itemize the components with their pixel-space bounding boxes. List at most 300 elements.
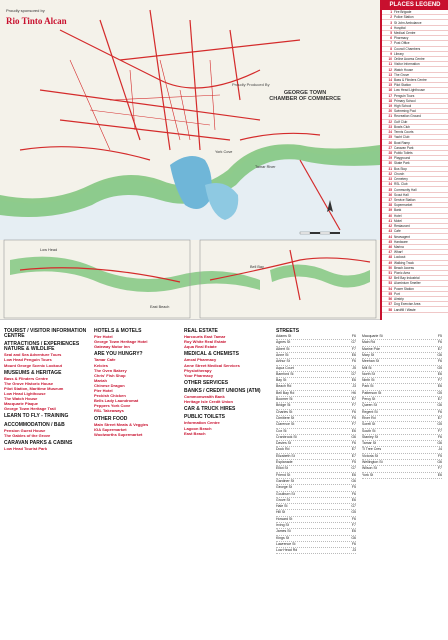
legend-name: Service Station xyxy=(394,197,416,202)
listing-name: Chinese Dragon xyxy=(94,382,125,388)
street-name: Grove St xyxy=(276,497,290,502)
listing-name: Pier Hotel xyxy=(94,334,113,340)
section-heading: REAL ESTATE xyxy=(184,328,218,334)
street-grid-ref: E6 xyxy=(351,428,356,433)
street-name: Wilson St xyxy=(362,466,377,471)
legend-name: Supermarket xyxy=(394,203,413,208)
street-name: Regent St xyxy=(362,409,378,414)
street-grid-ref: E6 xyxy=(351,497,356,502)
legend-number: 57 xyxy=(388,302,392,307)
street-grid-ref: G7 xyxy=(351,466,356,471)
legend-name: Visitor Information xyxy=(394,62,420,67)
street-name: Percy St xyxy=(362,397,376,402)
street-name: Albert St xyxy=(276,346,290,351)
section-heading: ARE YOU HUNGRY? xyxy=(94,351,143,358)
listing-name: Low Head Tourist Park xyxy=(4,445,48,451)
legend-number: 46 xyxy=(388,244,392,249)
legend-number: 55 xyxy=(388,291,392,296)
street-name: James St xyxy=(276,529,291,534)
street-name: Friend St xyxy=(276,472,291,477)
legend-number: 10 xyxy=(388,57,392,62)
chamber-line-1: GEORGE TOWN xyxy=(283,90,327,96)
legend-number: 38 xyxy=(388,203,392,208)
legend-name: St John Ambulance xyxy=(394,20,422,25)
legend-number: 34 xyxy=(388,182,392,187)
legend-name: Landfill / Waste xyxy=(394,307,416,312)
legend-number: 18 xyxy=(388,98,392,103)
legend-name: Playground xyxy=(394,156,411,161)
street-grid-ref: G6 xyxy=(437,403,442,408)
street-name: Beach Rd xyxy=(276,384,292,389)
street-grid-ref: E6 xyxy=(437,384,442,389)
legend-name: Marina xyxy=(394,244,404,249)
map-graphic[interactable] xyxy=(0,0,380,320)
legend-name: The Grove xyxy=(394,72,410,77)
legend-name: Lookout xyxy=(394,255,406,260)
street-grid-ref: G5 xyxy=(437,422,442,427)
listing-name: Gateway Motor Inn xyxy=(94,344,130,350)
section-heading: ACCOMMODATION / B&B xyxy=(4,421,65,428)
legend-number: 13 xyxy=(388,72,392,77)
street-grid-ref: F7 xyxy=(351,422,356,427)
legend-number: 42 xyxy=(388,224,392,229)
streets-list-a xyxy=(276,334,356,554)
legend-name: RSL Club xyxy=(394,182,408,187)
legend-name: Post Office xyxy=(394,41,410,46)
places-legend xyxy=(380,0,448,320)
street-grid-ref: F6 xyxy=(437,434,442,439)
street-grid-ref: F5 xyxy=(351,415,356,420)
street-grid-ref: E6 xyxy=(351,529,356,534)
listing-name: George Town Heritage Trail xyxy=(4,406,56,412)
street-name: Bay St xyxy=(276,378,287,383)
legend-number: 44 xyxy=(388,234,392,239)
street-name: Tamar St xyxy=(362,441,377,446)
legend-number: 29 xyxy=(388,156,392,161)
map-panel[interactable] xyxy=(0,0,380,320)
sponsor-credit: Proudly sponsored by xyxy=(6,8,45,13)
listing-name: Pension Guest House xyxy=(4,427,46,433)
section-heading: TOURIST / VISITOR INFORMATION CENTRE xyxy=(4,328,87,340)
listing-name: Amcal Pharmacy xyxy=(184,357,217,363)
listing-name: IGA Supermarket xyxy=(94,426,127,432)
legend-name: Bell Bay Industrial xyxy=(394,276,420,281)
section-heading: MEDICAL & CHEMISTS xyxy=(184,351,239,358)
street-name: Low Head Rd xyxy=(276,548,298,553)
street-grid-ref: F5 xyxy=(437,453,442,458)
street-name: Adams St xyxy=(276,334,292,339)
street-row xyxy=(362,473,442,479)
street-grid-ref: F7 xyxy=(351,523,356,527)
legend-name: Recreation Ground xyxy=(394,114,421,119)
street-name: Aqua Court xyxy=(276,365,294,370)
listing-name: Your Pharmacy xyxy=(184,372,214,378)
legend-name: Port xyxy=(394,291,400,296)
legend-name: Motel xyxy=(394,218,402,223)
directory-column-3 xyxy=(184,326,272,436)
legend-name: Swimming Pool xyxy=(394,109,416,114)
street-grid-ref: E7 xyxy=(437,397,442,402)
street-name: Mill St xyxy=(362,365,372,370)
legend-number: 7 xyxy=(390,41,392,46)
legend-number: 11 xyxy=(388,62,392,67)
street-name: Mary St xyxy=(362,352,375,357)
map-label-tamar: Tamar River xyxy=(255,165,276,169)
street-grid-ref: G7 xyxy=(351,504,356,509)
street-grid-ref: F6 xyxy=(351,334,356,339)
street-grid-ref: E6 xyxy=(351,472,356,477)
legend-number: 19 xyxy=(388,104,392,109)
chamber-line-2: CHAMBER OF COMMERCE xyxy=(269,96,341,102)
listing-name: East Beach xyxy=(184,430,206,436)
legend-number: 30 xyxy=(388,161,392,166)
legend-number: 28 xyxy=(388,151,392,156)
legend-number: 8 xyxy=(390,46,392,51)
legend-number: 1 xyxy=(390,10,392,15)
legend-number: 24 xyxy=(388,130,392,135)
street-name: Boomer St xyxy=(276,397,293,402)
street-name: Dock Rd xyxy=(276,447,290,452)
street-grid-ref: E6 xyxy=(437,371,442,376)
listing-name: Heritage Isle Credit Union xyxy=(184,399,233,405)
street-name: Marine Pde xyxy=(362,346,380,351)
section-heading: ATTRACTIONS / EXPERIENCES NATURE & WILDLIFE xyxy=(4,341,80,353)
street-grid-ref: J3 xyxy=(352,384,356,389)
legend-number: 22 xyxy=(388,119,392,124)
legend-name: Penguin Tours xyxy=(394,93,415,98)
street-grid-ref: G6 xyxy=(437,441,442,446)
legend-name: Bass & Flinders Centre xyxy=(394,77,427,82)
legend-name: Bus Stop xyxy=(394,166,407,171)
section-heading: BANKS / CREDIT UNIONS (ATM) xyxy=(184,387,261,394)
legend-name: Yacht Club xyxy=(394,135,410,140)
legend-number: 20 xyxy=(388,109,392,114)
section-heading: CAR & TRUCK HIRES xyxy=(184,406,236,413)
legend-name: Cemetery xyxy=(394,177,408,182)
street-grid-ref: F6 xyxy=(437,340,442,345)
legend-number: 9 xyxy=(390,51,392,56)
street-name: Goulburn St xyxy=(276,491,295,496)
street-grid-ref: E6 xyxy=(437,472,442,477)
legend-number: 48 xyxy=(388,255,392,260)
section-heading: LEARN TO FLY - TRAINING xyxy=(4,413,69,420)
legend-number: 47 xyxy=(388,250,392,255)
legend-number: 17 xyxy=(388,93,392,98)
legend-number: 16 xyxy=(388,88,392,93)
listing-name: Low Head Lighthouse xyxy=(4,391,46,397)
listing-name: Pier Hotel xyxy=(94,388,113,394)
legend-list xyxy=(382,10,448,313)
listing-name: Commonwealth Bank xyxy=(184,394,225,400)
section-heading: MUSEUMS & HERITAGE xyxy=(4,369,62,376)
chamber-title xyxy=(250,90,360,102)
legend-number: 50 xyxy=(388,265,392,270)
street-name: Irving St xyxy=(276,523,289,527)
legend-name: Bank xyxy=(394,208,402,213)
street-name: Cox St xyxy=(276,428,287,433)
street-name: Hill St xyxy=(276,510,286,515)
street-grid-ref: E6 xyxy=(351,378,356,383)
street-name: Agnes St xyxy=(276,340,291,345)
street-grid-ref: F6 xyxy=(437,409,442,414)
street-grid-ref: F6 xyxy=(351,491,356,496)
street-name: Sorell St xyxy=(362,422,376,427)
legend-name: Beach Access xyxy=(394,265,415,270)
street-grid-ref: F5 xyxy=(351,485,356,490)
listing-name: Seal and Sea Adventure Tours xyxy=(4,352,62,358)
listing-name: Information Centre xyxy=(184,420,220,426)
street-grid-ref: E7 xyxy=(351,447,356,452)
legend-name: Medical Centre xyxy=(394,30,416,35)
street-grid-ref: F6 xyxy=(351,541,356,546)
listing-name: Tamar Cafe xyxy=(94,357,116,363)
street-grid-ref: F6 xyxy=(351,441,356,446)
legend-name: Wharf xyxy=(394,250,403,255)
legend-number: 37 xyxy=(388,197,392,202)
street-grid-ref: D7 xyxy=(351,371,356,376)
legend-name: Cafe xyxy=(394,229,401,234)
legend-number: 35 xyxy=(388,187,392,192)
legend-name: Restaurant xyxy=(394,224,410,229)
legend-name: Hotel xyxy=(394,213,402,218)
listing-name: Aqua Real Estate xyxy=(184,344,217,350)
street-grid-ref: G6 xyxy=(437,460,442,465)
legend-name: Picnic Area xyxy=(394,271,410,276)
legend-number: 6 xyxy=(390,36,392,41)
listing-name: Mount George Scenic Lookout xyxy=(4,362,63,368)
legend-number: 33 xyxy=(388,177,392,182)
legend-item xyxy=(382,307,448,312)
street-name: Macquarie St xyxy=(362,334,383,339)
street-grid-ref: F7 xyxy=(351,346,356,351)
legend-number: 40 xyxy=(388,213,392,218)
street-name: Cimitiere St xyxy=(276,415,295,420)
legend-number: 56 xyxy=(388,297,392,302)
directory-column-2 xyxy=(94,326,182,437)
legend-number: 31 xyxy=(388,166,392,171)
street-grid-ref: F7 xyxy=(437,378,442,383)
listing-name: Low Head Penguin Tours xyxy=(4,357,52,363)
listing-name: Physiotherapy xyxy=(184,367,212,373)
street-name: Elliot St xyxy=(276,466,288,471)
legend-name: Hardware xyxy=(394,239,408,244)
listing-name: Harcourts East Tamar xyxy=(184,334,226,340)
legend-number: 2 xyxy=(390,15,392,20)
listing-name: Peppers York Cove xyxy=(94,403,131,409)
street-name: Bell Bay Rd xyxy=(276,390,295,395)
street-name: Anne St xyxy=(276,352,289,357)
listing-name: Peckish Chicken xyxy=(94,393,126,399)
streets-list-b xyxy=(362,334,442,479)
legend-number: 26 xyxy=(388,140,392,145)
legend-number: 4 xyxy=(390,25,392,30)
street-grid-ref: F5 xyxy=(437,334,442,339)
street-grid-ref: F5 xyxy=(351,460,356,465)
street-name: Victoria St xyxy=(362,453,378,458)
street-name: Hale St xyxy=(276,504,288,509)
street-name: Elizabeth St xyxy=(276,453,295,458)
street-name: Esplanade xyxy=(276,460,293,465)
legend-number: 27 xyxy=(388,145,392,150)
street-name: Main Rd xyxy=(362,340,376,345)
street-grid-ref: H6 xyxy=(351,390,356,395)
directory-column-1 xyxy=(4,326,92,451)
section-heading: OTHER SERVICES xyxy=(184,379,229,386)
legend-name: Tennis Courts xyxy=(394,130,414,135)
streets-heading: STREETS xyxy=(276,328,300,334)
section-heading: HOTELS & MOTELS xyxy=(94,328,142,334)
street-name: Kings St xyxy=(276,535,290,540)
legend-title: PLACES LEGEND xyxy=(382,0,448,10)
legend-name: Primary School xyxy=(394,98,416,103)
street-name: River Rd xyxy=(362,415,376,420)
legend-name: Public Toilets xyxy=(394,151,413,156)
street-grid-ref: F7 xyxy=(437,466,442,471)
legend-name: Hospital xyxy=(394,25,406,30)
street-name: Wellington St xyxy=(362,460,383,465)
map-label-low-head: Low Head xyxy=(40,248,58,252)
street-grid-ref: F7 xyxy=(437,428,442,433)
street-name: Bamford St xyxy=(276,371,294,376)
legend-name: Pilot Station xyxy=(394,83,412,88)
street-name: Howard St xyxy=(276,516,293,521)
legend-name: Airstrip xyxy=(394,297,404,302)
street-grid-ref: G5 xyxy=(351,510,356,515)
listing-name: Pilot Station, Maritime Museum xyxy=(4,385,64,391)
legend-name: Low Head Lighthouse xyxy=(394,88,425,93)
legend-name: Boat Ramp xyxy=(394,140,410,145)
listing-name: George Town Heritage Hotel xyxy=(94,339,148,345)
legend-name: Aluminium Smelter xyxy=(394,281,421,286)
street-grid-ref: G6 xyxy=(437,352,442,357)
legend-name: Online Access Centre xyxy=(394,57,425,62)
street-name: Queen St xyxy=(362,403,377,408)
street-grid-ref: G5 xyxy=(437,390,442,395)
legend-name: Golf Club xyxy=(394,119,408,124)
street-grid-ref: E7 xyxy=(437,346,442,351)
street-grid-ref: F6 xyxy=(351,359,356,364)
street-grid-ref: G6 xyxy=(351,478,356,483)
sponsor-logo: Rio Tinto Alcan xyxy=(6,16,67,26)
streets-column-2 xyxy=(362,326,442,479)
street-name: Park St xyxy=(362,384,374,389)
map-label-york-cove: York Cove xyxy=(215,150,233,154)
chamber-credit: Proudly Produced By xyxy=(232,82,270,87)
street-name: Ti Tree Cres xyxy=(362,447,382,452)
listing-name: The Grove Historic House xyxy=(4,380,54,386)
legend-name: Church xyxy=(394,171,405,176)
street-name: North St xyxy=(362,371,375,376)
legend-number: 51 xyxy=(388,271,392,276)
legend-number: 25 xyxy=(388,135,392,140)
legend-number: 41 xyxy=(388,218,392,223)
streets-column-1 xyxy=(276,326,356,554)
street-grid-ref: E7 xyxy=(351,453,356,458)
listing-name: Kelcies xyxy=(94,362,109,368)
section-heading: CARAVAN PARKS & CABINS xyxy=(4,439,73,446)
map-label-bell-bay: Bell Bay xyxy=(250,265,264,269)
street-grid-ref: F7 xyxy=(351,403,356,408)
street-grid-ref: J4 xyxy=(438,447,442,452)
legend-number: 58 xyxy=(388,307,392,312)
legend-number: 36 xyxy=(388,192,392,197)
street-name: Patterson St xyxy=(362,390,382,395)
street-row xyxy=(276,548,356,554)
business-directory xyxy=(0,322,448,640)
legend-number: 32 xyxy=(388,171,392,176)
street-grid-ref: E6 xyxy=(351,352,356,357)
listing-name: Bass & Flinders Centre xyxy=(4,375,49,381)
legend-number: 45 xyxy=(388,239,392,244)
legend-number: 5 xyxy=(390,30,392,35)
listing-name: Roy White Real Estate xyxy=(184,339,227,345)
legend-name: Caravan Park xyxy=(394,145,414,150)
legend-number: 12 xyxy=(388,67,392,72)
street-name: South St xyxy=(362,428,376,433)
listing-name: The Watch House xyxy=(4,396,38,402)
street-name: George St xyxy=(276,485,292,490)
legend-name: Walking Track xyxy=(394,260,414,265)
legend-name: Community Hall xyxy=(394,187,417,192)
legend-name: High School xyxy=(394,104,412,109)
street-grid-ref: J5 xyxy=(352,365,356,370)
street-name: Charles St xyxy=(276,409,293,414)
legend-number: 52 xyxy=(388,276,392,281)
legend-name: Newsagent xyxy=(394,234,410,239)
legend-name: Power Station xyxy=(394,286,414,291)
legend-name: Pharmacy xyxy=(394,36,409,41)
legend-number: 21 xyxy=(388,114,392,119)
legend-name: Fire Brigade xyxy=(394,10,412,15)
street-grid-ref: E7 xyxy=(437,415,442,420)
legend-number: 43 xyxy=(388,229,392,234)
legend-name: Skate Park xyxy=(394,161,410,166)
legend-name: Bowls Club xyxy=(394,124,410,129)
legend-number: 54 xyxy=(388,286,392,291)
street-grid-ref: J3 xyxy=(352,548,356,553)
legend-number: 23 xyxy=(388,124,392,129)
legend-name: Dog Exercise Area xyxy=(394,302,421,307)
street-grid-ref: G6 xyxy=(351,434,356,439)
street-grid-ref: G6 xyxy=(351,535,356,540)
legend-number: 53 xyxy=(388,281,392,286)
legend-number: 3 xyxy=(390,20,392,25)
listing-name: The Gables of the Grove xyxy=(4,432,51,438)
street-name: Arthur St xyxy=(276,359,290,364)
legend-number: 15 xyxy=(388,83,392,88)
legend-name: Watch House xyxy=(394,67,414,72)
listing-name: Anne Street Medical Services xyxy=(184,362,240,368)
listing-name: Chris' Fish Shop xyxy=(94,372,126,378)
listing-name: Main Street Meats & Veggies xyxy=(94,421,149,427)
street-name: Meehan St xyxy=(362,359,379,364)
listing-name: Woolworths Supermarket xyxy=(94,431,143,437)
street-grid-ref: F6 xyxy=(351,516,356,521)
listing-name: Lagoon Beach xyxy=(184,425,212,431)
legend-name: Council Chambers xyxy=(394,46,421,51)
street-grid-ref: F6 xyxy=(351,409,356,414)
street-name: Ninth St xyxy=(362,378,375,383)
listing-name: Mariah xyxy=(94,377,107,383)
map-label-east-beach: East Beach xyxy=(150,305,170,309)
listing-name: The Oven Bakery xyxy=(94,367,127,373)
street-name: Gardiner St xyxy=(276,478,294,483)
legend-number: 39 xyxy=(388,208,392,213)
street-grid-ref: E7 xyxy=(351,397,356,402)
section-heading: PUBLIC TOILETS xyxy=(184,414,226,421)
legend-name: Scout Hall xyxy=(394,192,409,197)
legend-name: Police Station xyxy=(394,15,414,20)
